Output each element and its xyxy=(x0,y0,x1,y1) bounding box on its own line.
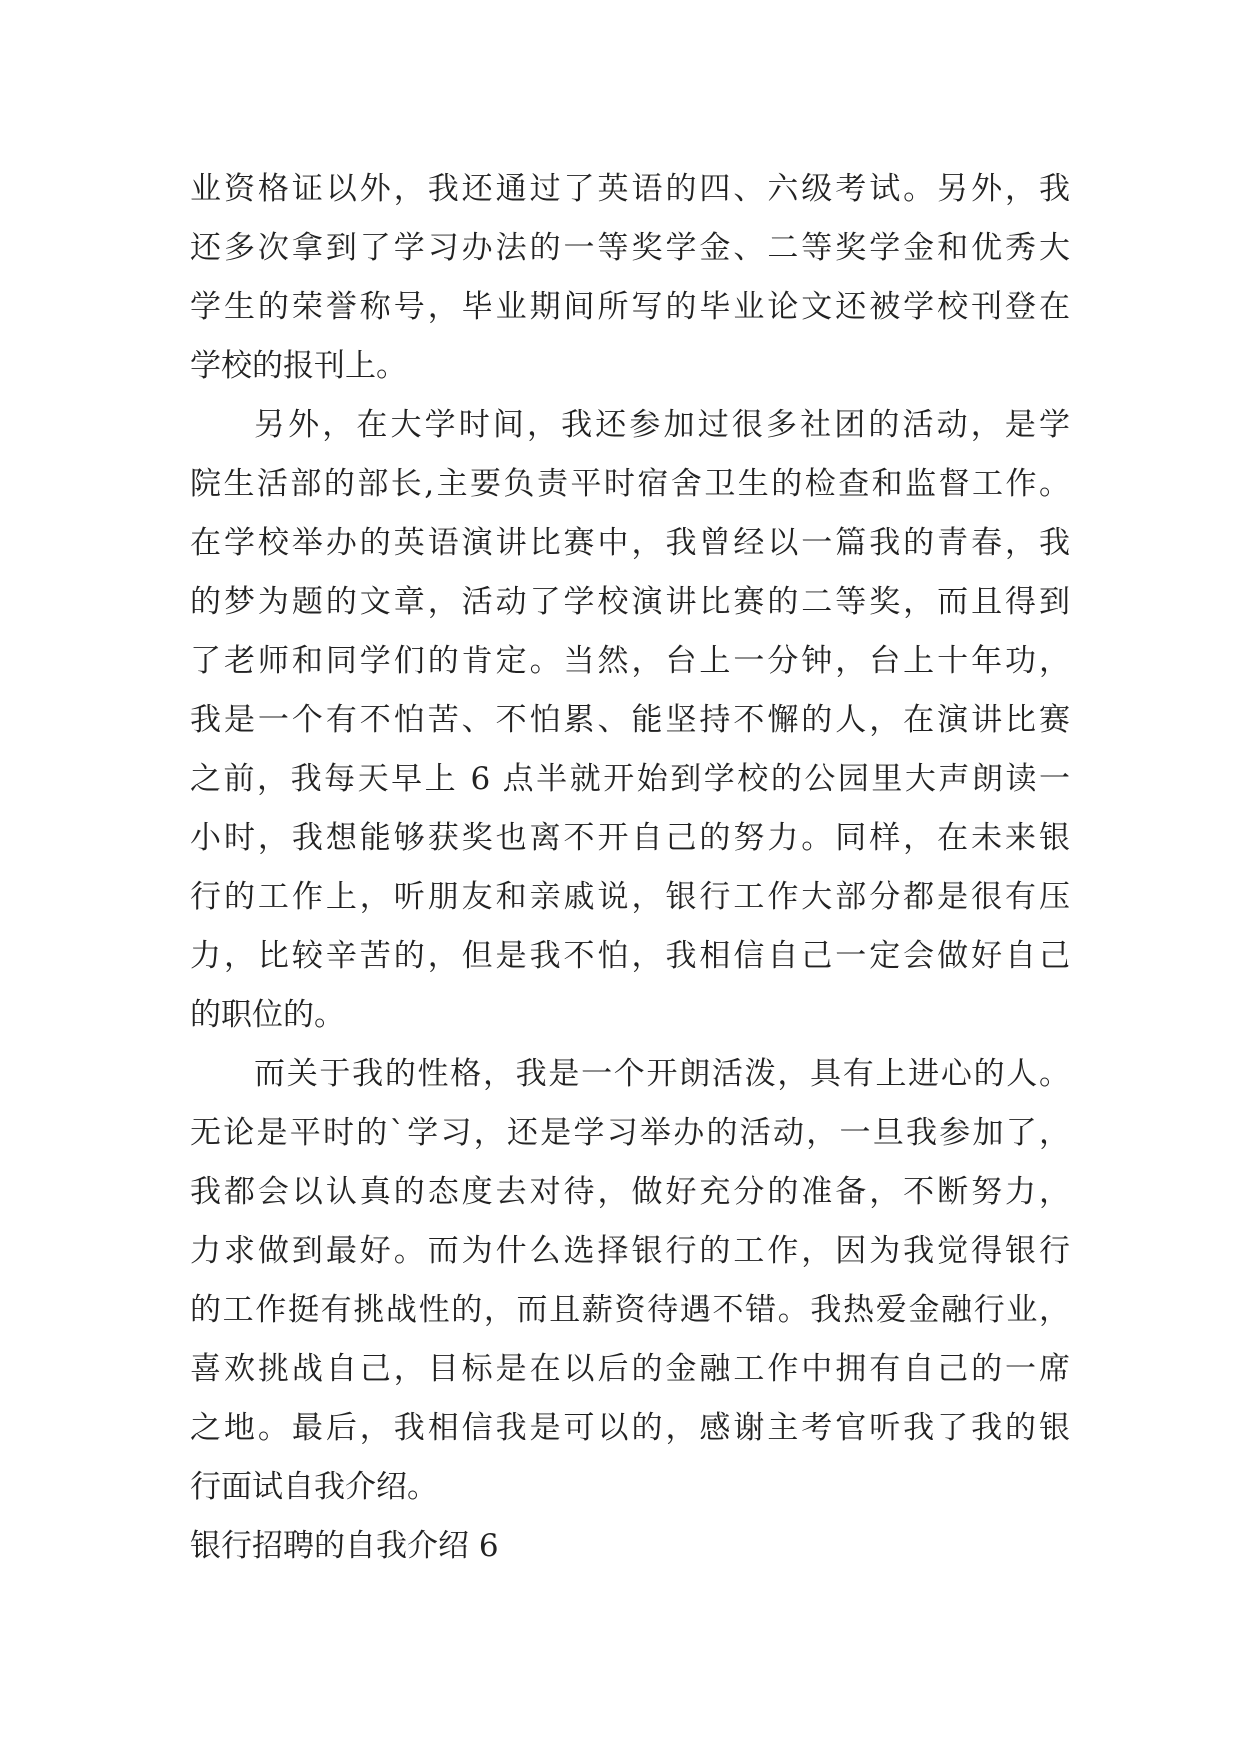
text-line: 学校的报刊上。 xyxy=(190,348,407,384)
text-line: 喜欢挑战自己，目标是在以后的金融工作中拥有自己的一席 xyxy=(190,1351,1070,1387)
document-body xyxy=(190,160,1070,1576)
text-line: 的工作挺有挑战性的，而且薪资待遇不错。我热爱金融行业， xyxy=(190,1292,1070,1328)
text-line: 之地。最后，我相信我是可以的，感谢主考官听我了我的银 xyxy=(190,1410,1070,1446)
text-line: 我都会以认真的态度去对待，做好充分的准备，不断努力， xyxy=(190,1174,1070,1210)
section-heading: 银行招聘的自我介绍 6 xyxy=(190,1528,499,1564)
text-line: 院生活部的部长,主要负责平时宿舍卫生的检查和监督工作。 xyxy=(190,466,1070,502)
text-line: 力，比较辛苦的，但是我不怕，我相信自己一定会做好自己 xyxy=(190,938,1070,974)
text-line: 小时，我想能够获奖也离不开自己的努力。同样，在未来银 xyxy=(190,820,1070,856)
text-line: 了老师和同学们的肯定。当然，台上一分钟，台上十年功， xyxy=(190,643,1070,679)
text-line: 行的工作上，听朋友和亲戚说，银行工作大部分都是很有压 xyxy=(190,879,1070,915)
text-line: 而关于我的性格，我是一个开朗活泼，具有上进心的人。 xyxy=(254,1056,1070,1092)
text-line: 的职位的。 xyxy=(190,997,345,1033)
text-line: 无论是平时的`学习，还是学习举办的活动，一旦我参加了， xyxy=(190,1115,1070,1151)
text-line: 还多次拿到了学习办法的一等奖学金、二等奖学金和优秀大 xyxy=(190,230,1070,266)
text-line: 之前，我每天早上 6 点半就开始到学校的公园里大声朗读一 xyxy=(190,761,1070,797)
text-line: 行面试自我介绍。 xyxy=(190,1469,438,1505)
text-line: 在学校举办的英语演讲比赛中，我曾经以一篇我的青春，我 xyxy=(190,525,1070,561)
text-line: 业资格证以外，我还通过了英语的四、六级考试。另外，我 xyxy=(190,171,1070,207)
text-line: 力求做到最好。而为什么选择银行的工作，因为我觉得银行 xyxy=(190,1233,1070,1269)
text-line: 另外，在大学时间，我还参加过很多社团的活动，是学 xyxy=(254,407,1070,443)
text-line: 的梦为题的文章，活动了学校演讲比赛的二等奖，而且得到 xyxy=(190,584,1070,620)
text-line: 学生的荣誉称号，毕业期间所写的毕业论文还被学校刊登在 xyxy=(190,289,1070,325)
text-line: 我是一个有不怕苦、不怕累、能坚持不懈的人，在演讲比赛 xyxy=(190,702,1070,738)
